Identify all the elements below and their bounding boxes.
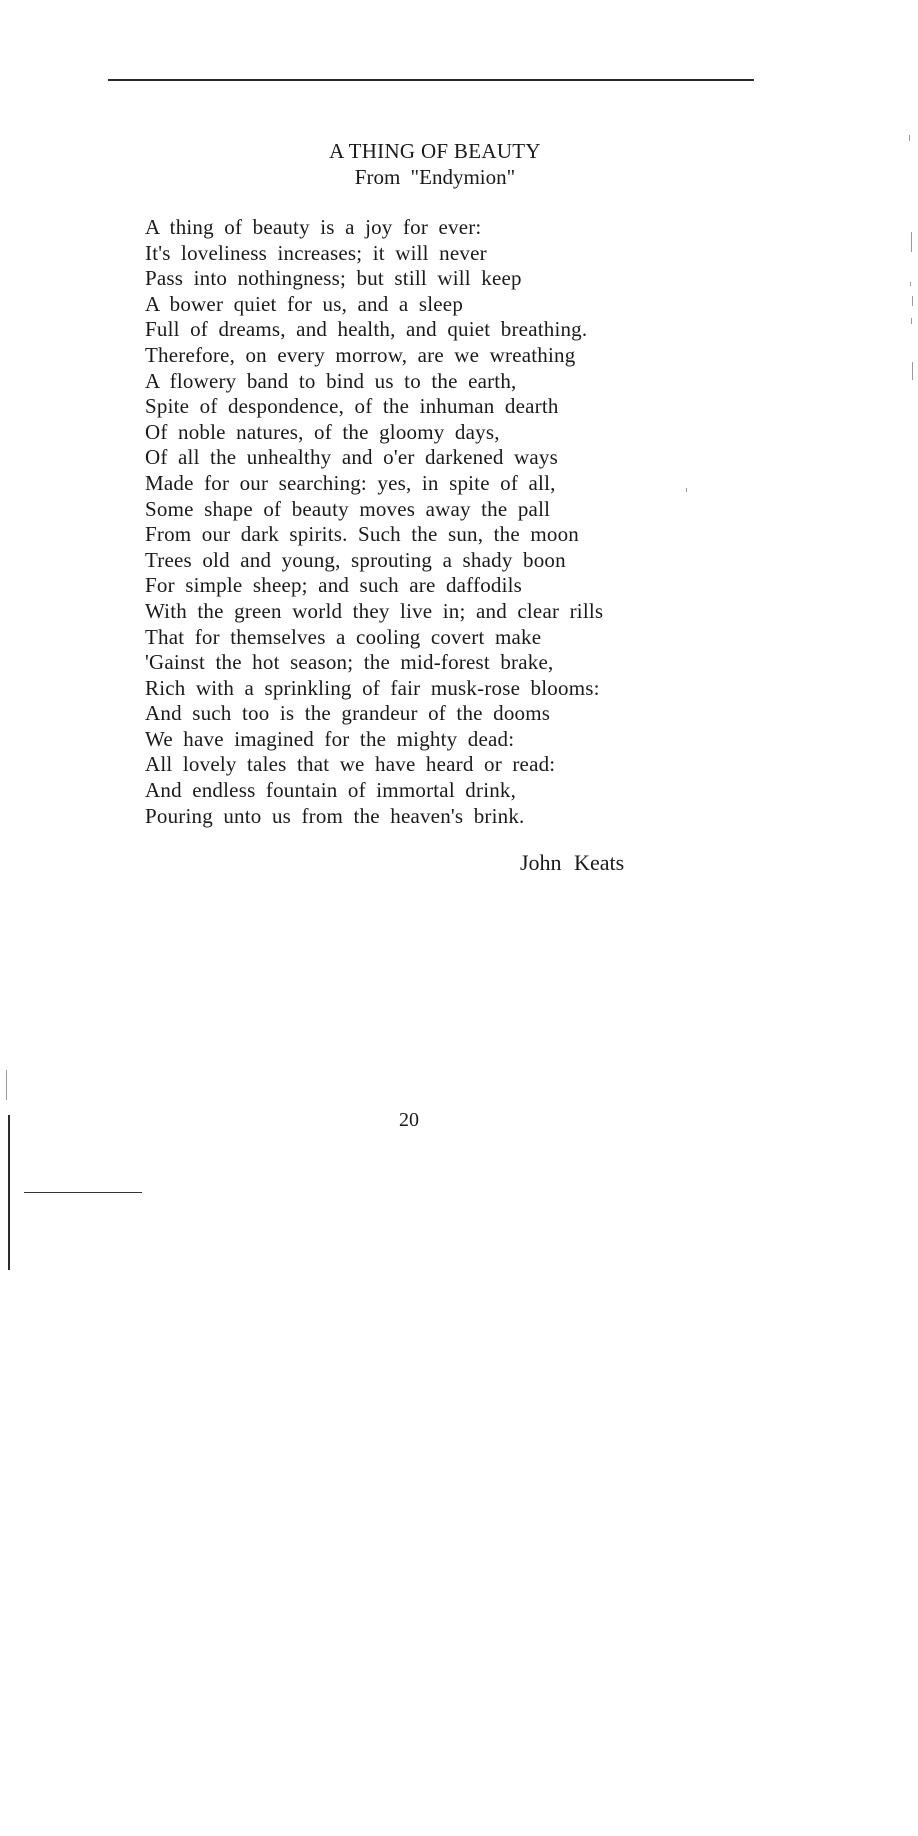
bottom-rule: [24, 1192, 142, 1193]
scan-speck: [912, 296, 913, 306]
poem-line: A bower quiet for us, and a sleep: [145, 291, 464, 316]
scan-speck: [909, 135, 910, 141]
poem-line: We have imagined for the mighty dead:: [145, 726, 515, 751]
poem-line: 'Gainst the hot season; the mid-forest brake,: [145, 650, 554, 675]
poem-line: It's loveliness increases; it will never: [145, 240, 487, 265]
poem-line: Pass into nothingness; but still will keep: [145, 266, 522, 291]
scan-speck: [6, 1070, 7, 1100]
poem-line: That for themselves a cooling covert make: [145, 624, 542, 649]
poem-line: Of noble natures, of the gloomy days,: [145, 419, 500, 444]
poem-line: And such too is the grandeur of the dooms: [145, 701, 551, 726]
top-rule: [108, 79, 754, 81]
poem-line: Therefore, on every morrow, are we wreathing: [145, 342, 576, 367]
scan-speck: [911, 232, 912, 252]
poem-line: Trees old and young, sprouting a shady boon: [145, 547, 566, 572]
poem-line: Pouring unto us from the heaven's brink.: [145, 803, 525, 828]
poem-subtitle: From "Endymion": [354, 165, 516, 189]
scan-speck: [910, 282, 911, 286]
poem-line: Of all the unhealthy and o'er darkened ways: [145, 445, 558, 470]
poem-author: John Keats: [520, 850, 625, 875]
poem-line: All lovely tales that we have heard or read:: [145, 752, 556, 777]
scan-speck: [686, 488, 687, 492]
scan-speck: [911, 318, 912, 324]
poem-line: Full of dreams, and health, and quiet breathing.: [145, 317, 588, 342]
poem-title: A THING OF BEAUTY: [329, 139, 541, 163]
poem-line: A thing of beauty is a joy for ever:: [145, 215, 482, 239]
poem-line: Some shape of beauty moves away the pall: [145, 496, 551, 521]
poem-line: From our dark spirits. Such the sun, the moon: [145, 522, 579, 547]
scan-speck: [912, 362, 913, 380]
poem-line: With the green world they live in; and clear rills: [145, 598, 604, 623]
poem-line: For simple sheep; and such are daffodils: [145, 573, 523, 598]
poem-line: Spite of despondence, of the inhuman dearth: [145, 394, 559, 419]
poem-body: [145, 215, 765, 829]
poem-line: Rich with a sprinkling of fair musk-rose blooms:: [145, 675, 600, 700]
page-number: 20: [399, 1109, 419, 1131]
poem-line: A flowery band to bind us to the earth,: [145, 368, 517, 393]
poem-line: Made for our searching: yes, in spite of all,: [145, 470, 556, 495]
poem-line: And endless fountain of immortal drink,: [145, 778, 517, 803]
scan-edge-line: [8, 1115, 10, 1270]
